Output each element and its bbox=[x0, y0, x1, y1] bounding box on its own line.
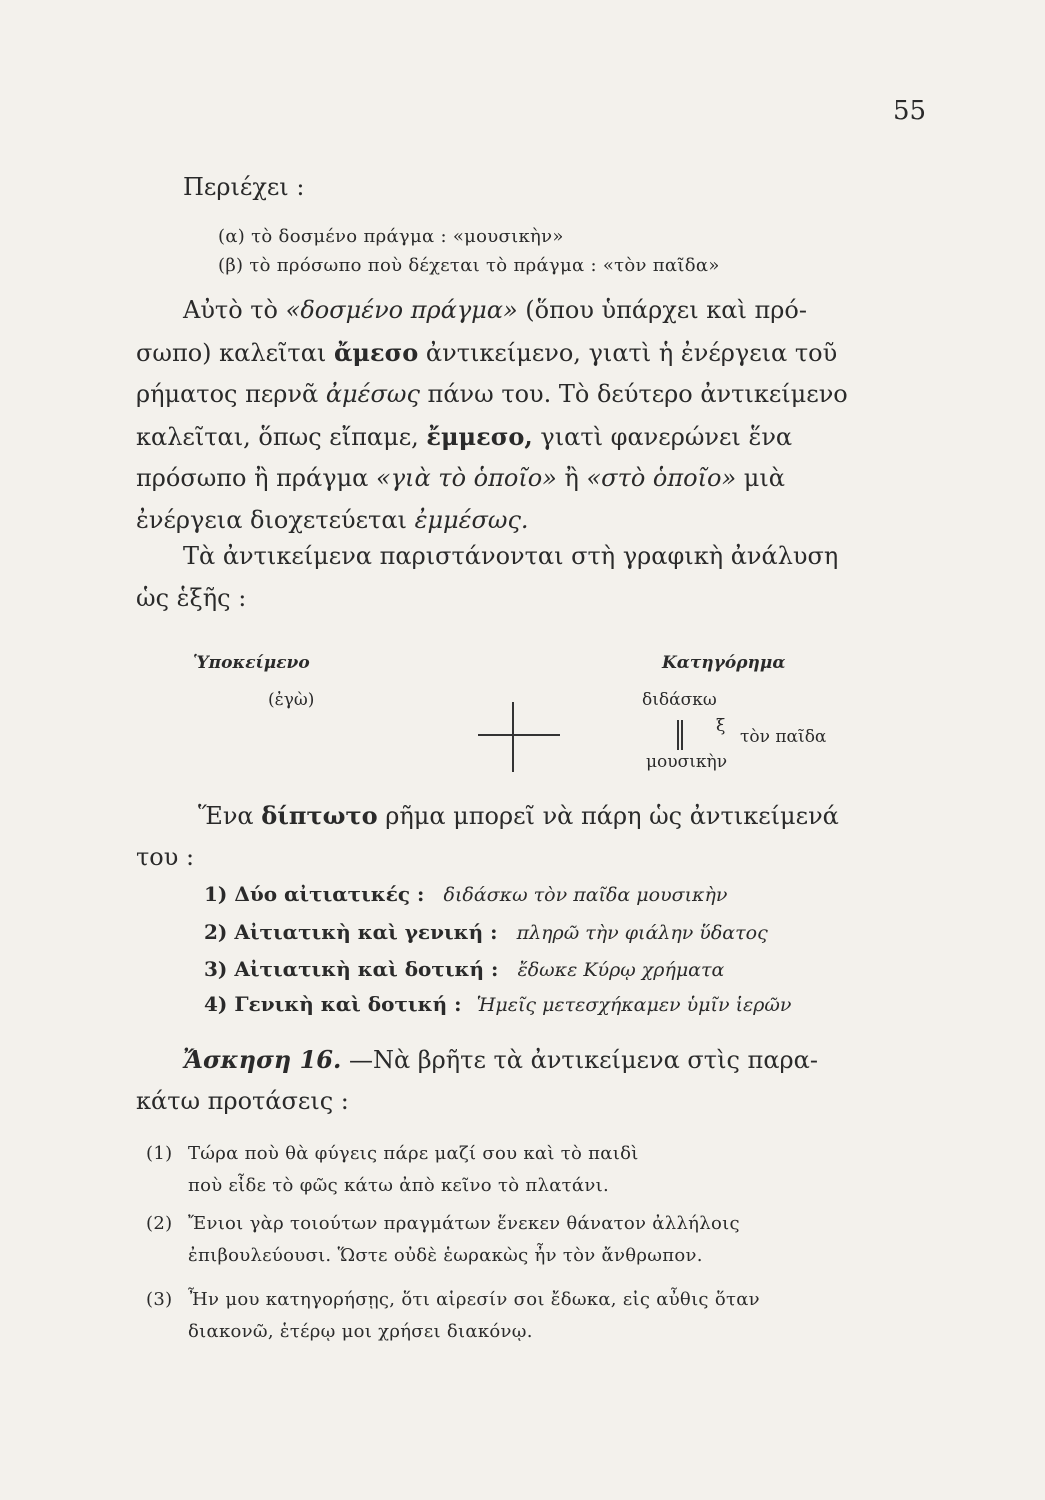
para3-line2: του : bbox=[136, 843, 195, 871]
case-item-3 bbox=[204, 957, 724, 981]
diagram-subject-label: Ὑποκείμενο bbox=[193, 653, 310, 673]
para3-line1 bbox=[198, 801, 839, 830]
para1-line6 bbox=[136, 506, 529, 534]
item-marker: (β) bbox=[218, 255, 244, 276]
diagram-verb: διδάσκω bbox=[642, 690, 717, 710]
exercise-line1 bbox=[183, 1045, 818, 1074]
text-run: ρῆμα μπορεῖ νὰ πάρη ὡς ἀντικείμενά bbox=[377, 802, 839, 830]
exercise-instruction: —Νὰ βρῆτε τὰ ἀντικείμενα στὶς παρα- bbox=[341, 1046, 818, 1074]
diagram-bracket: ξ bbox=[716, 716, 726, 736]
item-marker: (α) bbox=[218, 226, 246, 247]
sentence-2-line2: ἐπιβουλεύουσι. Ὥστε οὐδὲ ἑωρακὼς ἦν τὸν ἄνθρωπον. bbox=[188, 1245, 703, 1266]
diagram-divider bbox=[512, 702, 514, 772]
italic-term: «στὸ ὁποῖο» bbox=[586, 464, 737, 492]
case-label: 1) Δύο αἰτιατικές : bbox=[204, 882, 425, 906]
italic-term: «γιὰ τὸ ὁποῖο» bbox=[376, 464, 557, 492]
contains-heading: Περιέχει : bbox=[183, 173, 305, 201]
sentence-3-line2: διακονῶ, ἑτέρῳ μοι χρήσει διακόνῳ. bbox=[188, 1321, 533, 1342]
sentence-2-line1 bbox=[146, 1213, 740, 1234]
para2-line2: ὡς ἑξῆς : bbox=[136, 584, 247, 612]
para1-line3 bbox=[136, 380, 848, 408]
case-example: Ἡμεῖς μετεσχήκαμεν ὑμῖν ἱερῶν bbox=[476, 994, 792, 1016]
contains-item-b bbox=[218, 255, 720, 276]
exercise-title: Ἄσκηση 16. bbox=[183, 1045, 342, 1074]
text-run: πάνω του. Τὸ δεύτερο ἀντικείμενο bbox=[419, 380, 848, 408]
para1-line5 bbox=[136, 464, 785, 492]
italic-term: ἐμμέσως. bbox=[414, 506, 529, 534]
item-text: τὸ δοσμένο πράγμα : «μουσικὴν» bbox=[251, 226, 564, 247]
sentence-text: Ἔνιοι γὰρ τοιούτων πραγμάτων ἕνεκεν θάνατον ἀλλήλοις bbox=[188, 1213, 740, 1234]
diagram-baseline bbox=[478, 734, 560, 736]
sentence-1-line2: ποὺ εἶδε τὸ φῶς κάτω ἀπὸ κεῖνο τὸ πλατάνι. bbox=[188, 1175, 609, 1196]
bold-term: ἔμμεσο, bbox=[426, 422, 533, 451]
page-number: 55 bbox=[893, 96, 927, 126]
text-run: ἢ bbox=[556, 464, 587, 492]
sentence-text: Ἦν μου κατηγορήσῃς, ὅτι αἱρεσίν σοι ἔδωκα, εἰς αὖθις ὅταν bbox=[188, 1289, 760, 1310]
text-run: πρόσωπο ἢ πράγμα bbox=[136, 464, 377, 492]
text-run: γιατὶ φανερώνει ἕνα bbox=[532, 423, 793, 451]
sentence-number: (3) bbox=[146, 1289, 173, 1310]
contains-item-a bbox=[218, 226, 564, 247]
text-run: καλεῖται, ὅπως εἴπαμε, bbox=[136, 423, 427, 451]
bold-term: δίπτωτο bbox=[261, 801, 378, 830]
sentence-3-line1 bbox=[146, 1289, 760, 1310]
diagram-direct-object: μουσικὴν bbox=[646, 752, 728, 772]
text-run: Ἕνα bbox=[198, 802, 262, 830]
case-example: διδάσκω τὸν παῖδα μουσικὴν bbox=[443, 884, 728, 906]
exercise-line2: κάτω προτάσεις : bbox=[136, 1087, 349, 1115]
para1-line4 bbox=[136, 422, 792, 451]
case-label: 2) Αἰτιατικὴ καὶ γενική : bbox=[204, 920, 498, 944]
diagram-predicate-label: Κατηγόρημα bbox=[662, 653, 786, 673]
text-run: Αὐτὸ τὸ bbox=[183, 296, 286, 324]
sentence-number: (2) bbox=[146, 1213, 173, 1234]
case-example: ἔδωκε Κύρῳ χρήματα bbox=[517, 959, 725, 981]
text-run: ἀντικείμενο, γιατὶ ἡ ἐνέργεια τοῦ bbox=[418, 339, 838, 367]
case-example: πληρῶ τὴν φιάλην ὕδατος bbox=[516, 922, 768, 944]
diagram-indirect-object: τὸν παῖδα bbox=[740, 727, 827, 747]
case-item-1 bbox=[204, 882, 727, 906]
text-run: σωπο) καλεῖται bbox=[136, 339, 334, 367]
text-run: ρήματος περνᾶ bbox=[136, 380, 326, 408]
diagram-object-divider bbox=[681, 720, 683, 750]
diagram-object-divider bbox=[677, 720, 679, 750]
para1-line2 bbox=[136, 338, 837, 367]
case-item-4 bbox=[204, 992, 791, 1016]
sentence-text: Τώρα ποὺ θὰ φύγεις πάρε μαζί σου καὶ τὸ παιδὶ bbox=[188, 1143, 639, 1164]
text-run: (ὅπου ὑπάρχει καὶ πρό- bbox=[517, 296, 807, 324]
case-item-2 bbox=[204, 920, 768, 944]
sentence-1-line1 bbox=[146, 1143, 639, 1164]
para2-line1: Τὰ ἀντικείμενα παριστάνονται στὴ γραφικὴ ἀνάλυση bbox=[183, 542, 839, 570]
italic-term: «δοσμένο πράγμα» bbox=[285, 296, 518, 324]
case-label: 4) Γενικὴ καὶ δοτική : bbox=[204, 992, 462, 1016]
italic-term: ἀμέσως bbox=[325, 380, 420, 408]
case-label: 3) Αἰτιατικὴ καὶ δοτική : bbox=[204, 957, 499, 981]
sentence-number: (1) bbox=[146, 1143, 173, 1164]
text-run: μιὰ bbox=[736, 464, 785, 492]
diagram-subject: (ἐγὼ) bbox=[268, 690, 315, 710]
para1-line1 bbox=[183, 296, 807, 324]
bold-term: ἄμεσο bbox=[333, 338, 419, 367]
item-text: τὸ πρόσωπο ποὺ δέχεται τὸ πράγμα : «τὸν παῖδα» bbox=[249, 255, 720, 276]
text-run: ἐνέργεια διοχετεύεται bbox=[136, 506, 415, 534]
